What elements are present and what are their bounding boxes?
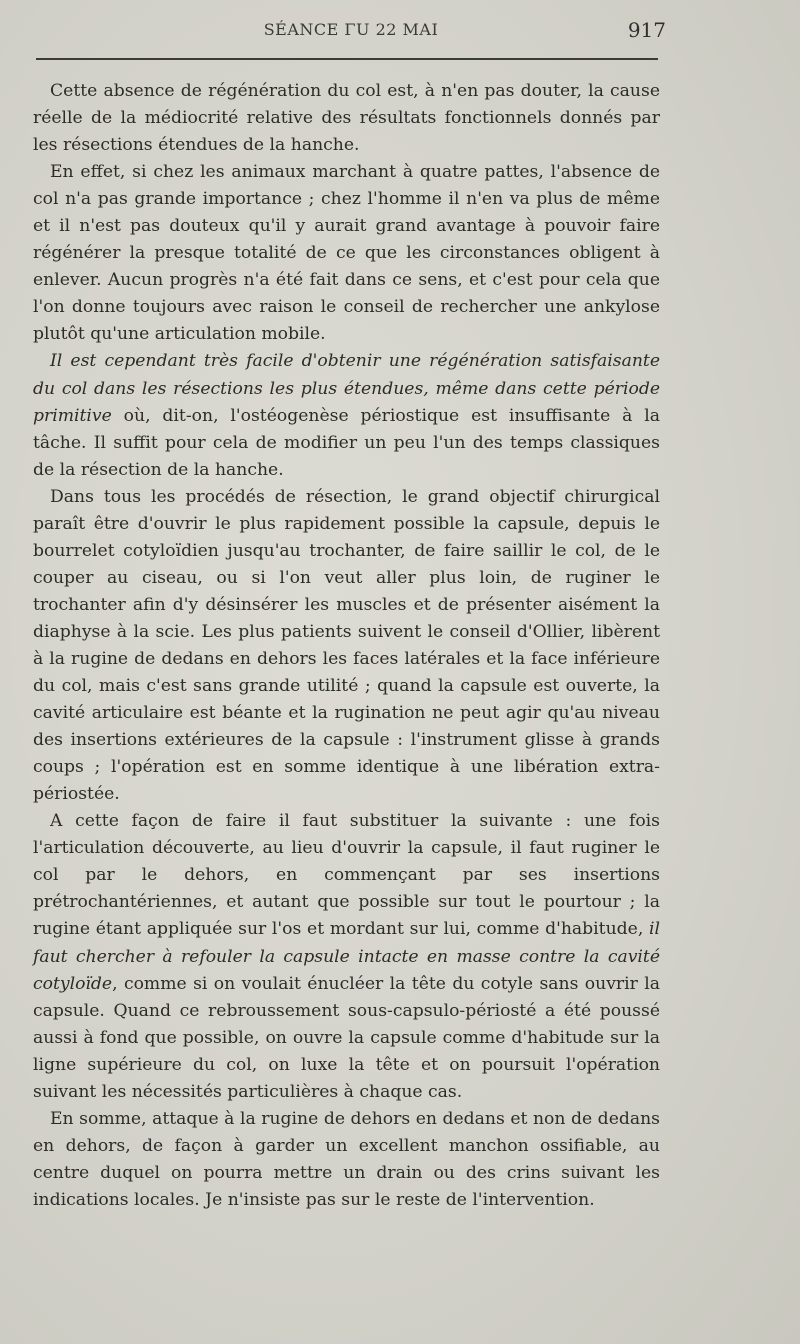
paragraph [33, 1106, 660, 1214]
text-run: Dans tous les procédés de résection, le grand objectif chirurgical paraît être d'ouvrir le plus rapidement possible la capsule, depuis le bourrelet cotyloïdien jusqu'au trochanter, de faire saillir le col, de le couper au ciseau, ou si l'on veut aller plus loin, de ruginer le trochanter afin d'y désinsérer les muscles et de présenter aisément la diaphyse à la scie. Les plus patients suivent le conseil d'Ollier, libèrent à la rugine de dedans en dehors les faces latérales et la face inférieure du col, mais c'est sans grande utilité ; quand la capsule est ouverte, la cavité articulaire est béante et la rugination ne peut agir qu'au niveau des insertions extérieures de la capsule : l'instrument glisse à grands coups ; l'opération est en somme identique à une libération extra-périostée. [33, 486, 660, 805]
running-head [36, 20, 666, 44]
text-run: , comme si on voulait énucléer la tête du cotyle sans ouvrir la capsule. Quand ce rebroussement sous-capsulo-périosté a été poussé aussi à fond que possible, on ouvre la capsule comme d'habitude sur la ligne supérieure du col, on luxe la tête et on poursuit l'opération suivant les nécessités particulières à chaque cas. [33, 973, 660, 1102]
paragraph [33, 808, 660, 1106]
paragraph [33, 78, 660, 159]
text-run: A cette façon de faire il faut substituer la suivante : une fois l'articulation découverte, au lieu d'ouvrir la capsule, il faut ruginer le col par le dehors, en commençant par ses insertions prétrochantériennes, et autant que possible sur tout le pourtour ; la rugine étant appliquée sur l'os et mordant sur lui, comme d'habitude, [33, 811, 660, 940]
page-number: 917 [627, 18, 666, 42]
italic-text-run: Il est cependant très facile d'obtenir une régénération satisfaisante du col dans les résections les plus étendues, même dans cette période primitive [33, 351, 660, 426]
italic-text-run: il faut chercher à refouler la capsule intacte en masse contre la cavité cotyloïde [33, 919, 660, 994]
body-text [33, 78, 660, 1214]
text-run: En somme, attaque à la rugine de dehors en dedans et non de dedans en dehors, de façon à garder un excellent manchon ossifiable, au centre duquel on pourra mettre un drain ou des crins suivant les indications locales. Je n'insiste pas sur le reste de l'intervention. [33, 1108, 660, 1210]
header-rule [36, 58, 658, 60]
paragraph [33, 348, 660, 483]
header-title: SÉANCE ΓU 22 MAI [263, 20, 439, 39]
text-run: En effet, si chez les animaux marchant à quatre pattes, l'absence de col n'a pas grande importance ; chez l'homme il n'en va plus de même et il n'est pas douteux qu'il y aurait grand avantage à pouvoir faire régénérer la presque totalité de ce que les circonstances obligent à enlever. Aucun progrès n'a été fait dans ce sens, et c'est pour cela que l'on donne toujours avec raison le conseil de rechercher une ankylose plutôt qu'une articulation mobile. [33, 162, 660, 345]
paragraph [33, 159, 660, 348]
paragraph [33, 484, 660, 809]
text-run: Cette absence de régénération du col est, à n'en pas douter, la cause réelle de la médiocrité relative des résultats fonctionnels donnés par les résections étendues de la hanche. [33, 81, 660, 156]
text-run: où, dit-on, l'ostéogenèse périostique est insuffisante à la tâche. Il suffit pour cela de modifier un peu l'un des temps classiques de la résection de la hanche. [33, 405, 660, 480]
